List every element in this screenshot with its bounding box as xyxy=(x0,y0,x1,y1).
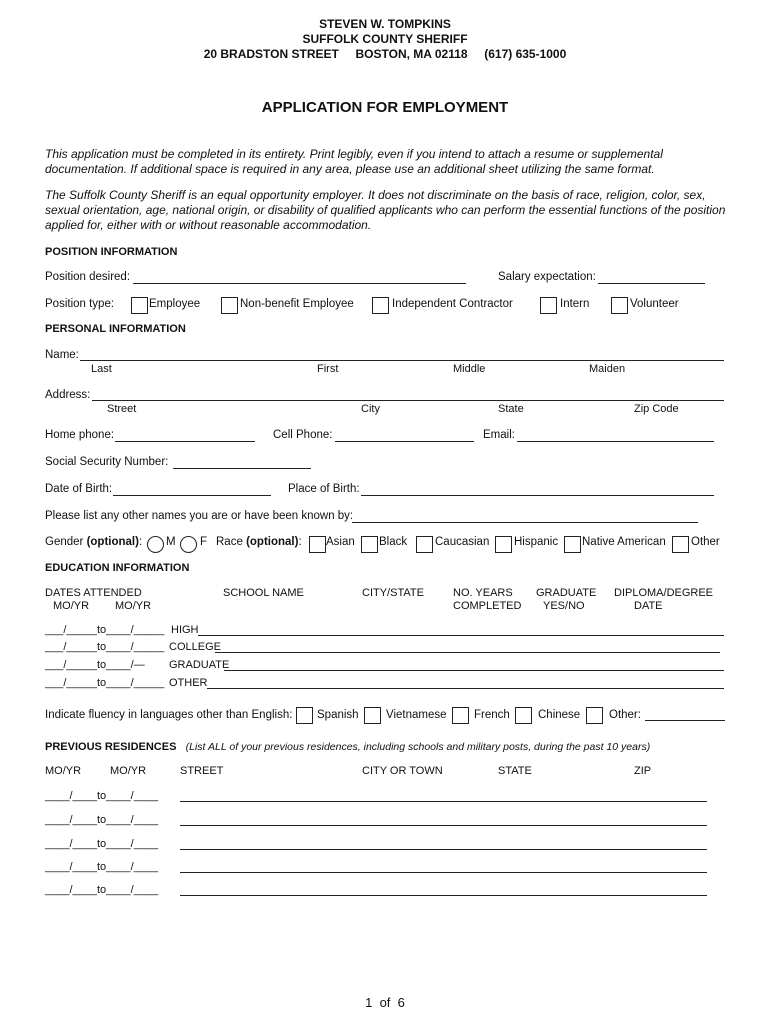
volunteer-label: Volunteer xyxy=(630,298,679,310)
edu-row-label-college: COLLEGE xyxy=(169,641,221,653)
languages-label: Indicate fluency in languages other than English: xyxy=(45,709,293,721)
employee-checkbox[interactable] xyxy=(131,297,148,314)
race-native-american-label: Native American xyxy=(582,536,666,548)
vietnamese-label: Vietnamese xyxy=(386,709,447,721)
res-row-dates[interactable]: ____/____to____/____ xyxy=(45,861,159,873)
spanish-label: Spanish xyxy=(317,709,359,721)
res-col-moyr-2: MO/YR xyxy=(110,765,147,777)
vietnamese-checkbox[interactable] xyxy=(364,707,381,724)
email-label: Email: xyxy=(483,429,515,441)
gender-m-label: M xyxy=(166,536,176,548)
res-col-moyr-1: MO/YR xyxy=(45,765,82,777)
edu-row-field[interactable] xyxy=(224,670,724,671)
chinese-checkbox[interactable] xyxy=(515,707,532,724)
res-row-dates[interactable]: ____/____to____/____ xyxy=(45,884,159,896)
edu-row-dates[interactable]: ___/_____to____/— xyxy=(45,659,145,671)
other-language-field[interactable] xyxy=(645,720,725,721)
edu-row-field[interactable] xyxy=(207,688,724,689)
name-maiden-caption: Maiden xyxy=(589,363,626,375)
res-row-dates[interactable]: ____/____to____/____ xyxy=(45,790,159,802)
non-benefit-checkbox[interactable] xyxy=(221,297,238,314)
ssn-field[interactable] xyxy=(173,468,311,469)
col-diploma-2: DATE xyxy=(634,600,663,612)
other-language-checkbox[interactable] xyxy=(586,707,603,724)
address-state-caption: State xyxy=(498,403,524,415)
residences-heading: PREVIOUS RESIDENCES xyxy=(45,741,177,753)
sheriff-title: SUFFOLK COUNTY SHERIFF xyxy=(302,32,468,46)
address-city-caption: City xyxy=(361,403,380,415)
race-caucasian-label: Caucasian xyxy=(435,536,490,548)
sheriff-name: STEVEN W. TOMPKINS xyxy=(319,17,451,31)
race-caucasian-checkbox[interactable] xyxy=(416,536,433,553)
race-asian-label: Asian xyxy=(326,536,355,548)
race-other-label: Other xyxy=(691,536,720,548)
page-number: 1 of 6 xyxy=(365,995,405,1010)
col-dates-attended: DATES ATTENDED xyxy=(45,587,142,599)
edu-row-dates[interactable]: ___/_____to____/_____ xyxy=(45,641,165,653)
gender-f-radio[interactable] xyxy=(180,536,197,553)
race-label: Race (optional): xyxy=(216,536,302,548)
cell-phone-field[interactable] xyxy=(335,441,474,442)
edu-row-field[interactable] xyxy=(198,635,724,636)
race-native-american-checkbox[interactable] xyxy=(564,536,581,553)
other-names-field[interactable] xyxy=(352,522,698,523)
residences-note: (List ALL of your previous residences, including schools and military posts, during the past 10 years) xyxy=(185,741,651,753)
name-label: Name: xyxy=(45,349,79,361)
res-row-field[interactable] xyxy=(180,825,707,826)
other-language-label: Other: xyxy=(609,709,641,721)
non-benefit-label: Non-benefit Employee xyxy=(240,298,354,310)
sheriff-address: 20 BRADSTON STREET BOSTON, MA 02118 (617) 635-1000 xyxy=(203,47,567,61)
gender-m-radio[interactable] xyxy=(147,536,164,553)
race-hispanic-checkbox[interactable] xyxy=(495,536,512,553)
french-checkbox[interactable] xyxy=(452,707,469,724)
position-desired-field[interactable] xyxy=(133,283,466,284)
col-school-name: SCHOOL NAME xyxy=(223,587,304,599)
address-label: Address: xyxy=(45,389,91,401)
res-row-dates[interactable]: ____/____to____/____ xyxy=(45,838,159,850)
res-col-city: CITY OR TOWN xyxy=(362,765,443,777)
gender-f-label: F xyxy=(200,536,208,548)
res-row-field[interactable] xyxy=(180,872,707,873)
dob-field[interactable] xyxy=(113,495,271,496)
res-row-field[interactable] xyxy=(180,895,707,896)
race-black-checkbox[interactable] xyxy=(361,536,378,553)
address-zip-caption: Zip Code xyxy=(634,403,679,415)
col-diploma-1: DIPLOMA/DEGREE xyxy=(614,587,714,599)
gender-label: Gender (optional): xyxy=(45,536,143,548)
col-city-state: CITY/STATE xyxy=(362,587,424,599)
name-first-caption: First xyxy=(317,363,339,375)
form-title: APPLICATION FOR EMPLOYMENT xyxy=(261,99,509,116)
name-middle-caption: Middle xyxy=(453,363,486,375)
race-other-checkbox[interactable] xyxy=(672,536,689,553)
race-hispanic-label: Hispanic xyxy=(514,536,559,548)
col-moyr-2: MO/YR xyxy=(115,600,152,612)
home-phone-field[interactable] xyxy=(115,441,255,442)
edu-row-field[interactable] xyxy=(215,652,720,653)
edu-row-label-graduate: GRADUATE xyxy=(169,659,230,671)
res-row-dates[interactable]: ____/____to____/____ xyxy=(45,814,159,826)
email-field[interactable] xyxy=(517,441,714,442)
race-asian-checkbox[interactable] xyxy=(309,536,326,553)
race-black-label: Black xyxy=(379,536,408,548)
intro-paragraph-2: The Suffolk County Sheriff is an equal opportunity employer. It does not discriminate on the basis of race, religion, color, sex, sexual orientation, age, national origin, or disability of qualified applicants who can perform the essential functions of the position applied for, either with or without reasonable accommodation. xyxy=(45,188,726,232)
french-label: French xyxy=(474,709,510,721)
salary-field[interactable] xyxy=(598,283,705,284)
intern-checkbox[interactable] xyxy=(540,297,557,314)
home-phone-label: Home phone: xyxy=(45,429,115,441)
dob-label: Date of Birth: xyxy=(45,483,113,495)
edu-row-dates[interactable]: ___/_____to____/_____ xyxy=(45,677,165,689)
employee-label: Employee xyxy=(149,298,201,310)
col-graduate-1: GRADUATE xyxy=(536,587,597,599)
col-graduate-2: YES/NO xyxy=(543,600,585,612)
col-years-1: NO. YEARS xyxy=(453,587,513,599)
position-desired-label: Position desired: xyxy=(45,271,131,283)
intern-label: Intern xyxy=(560,298,590,310)
contractor-label: Independent Contractor xyxy=(392,298,513,310)
other-names-label: Please list any other names you are or have been known by: xyxy=(45,510,354,522)
edu-row-label-high: HIGH xyxy=(171,624,199,636)
name-field[interactable] xyxy=(80,360,724,361)
pob-field[interactable] xyxy=(361,495,714,496)
cell-phone-label: Cell Phone: xyxy=(273,429,333,441)
name-last-caption: Last xyxy=(91,363,112,375)
education-heading: EDUCATION INFORMATION xyxy=(45,562,190,574)
spanish-checkbox[interactable] xyxy=(296,707,313,724)
res-col-street: STREET xyxy=(180,765,224,777)
address-field[interactable] xyxy=(92,400,724,401)
ssn-label: Social Security Number: xyxy=(45,456,169,468)
contractor-checkbox[interactable] xyxy=(372,297,389,314)
chinese-label: Chinese xyxy=(538,709,581,721)
pob-label: Place of Birth: xyxy=(288,483,360,495)
res-row-field[interactable] xyxy=(180,849,707,850)
res-col-state: STATE xyxy=(498,765,532,777)
col-moyr-1: MO/YR xyxy=(53,600,90,612)
position-heading: POSITION INFORMATION xyxy=(45,246,178,258)
intro-paragraph-1: This application must be completed in its entirety. Print legibly, even if you intend to attach a resume or supplemental documentation. If additional space is required in any area, please use an additional sheet utilizing the same format. xyxy=(45,147,663,176)
res-row-field[interactable] xyxy=(180,801,707,802)
personal-heading: PERSONAL INFORMATION xyxy=(45,323,186,335)
residences-heading-row xyxy=(45,741,650,753)
salary-label: Salary expectation: xyxy=(498,271,596,283)
res-col-zip: ZIP xyxy=(634,765,652,777)
edu-row-dates[interactable]: ___/_____to____/_____ xyxy=(45,624,165,636)
address-street-caption: Street xyxy=(107,403,137,415)
volunteer-checkbox[interactable] xyxy=(611,297,628,314)
col-years-2: COMPLETED xyxy=(453,600,522,612)
edu-row-label-other: OTHER xyxy=(169,677,208,689)
position-type-label: Position type: xyxy=(45,298,115,310)
